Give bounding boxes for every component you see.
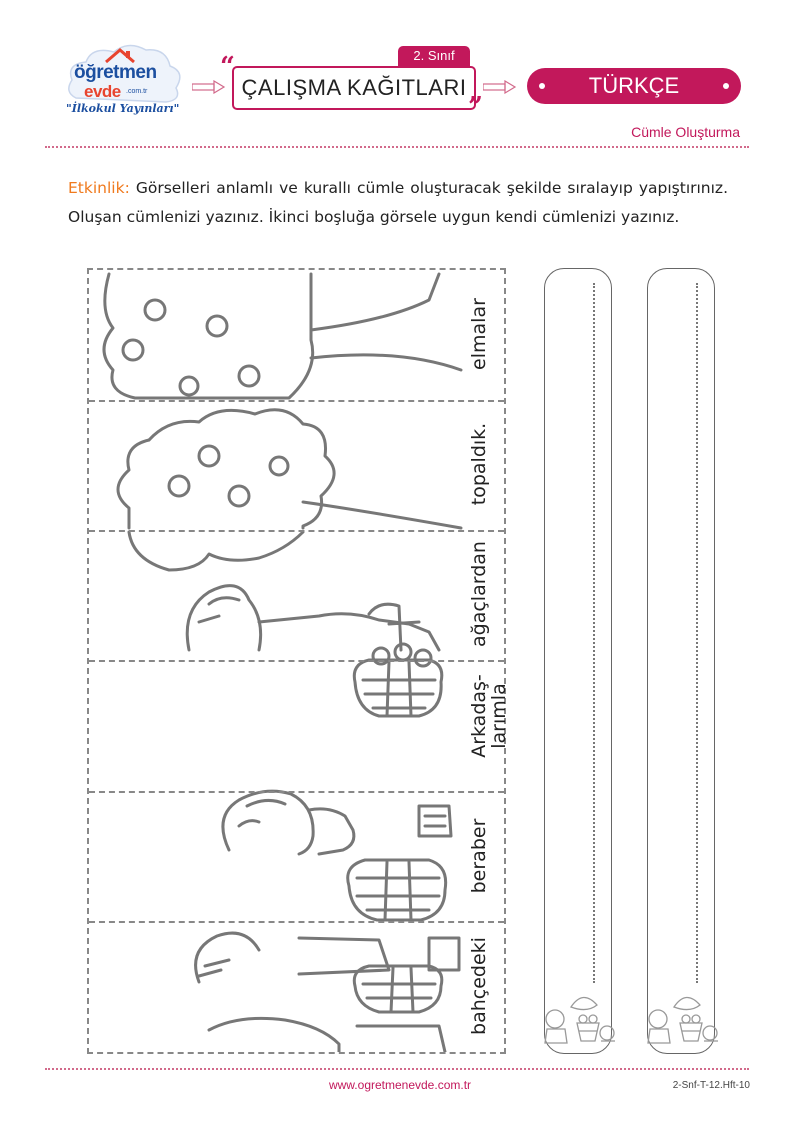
word-card-agaclardan[interactable]: ağaçlardan [468, 541, 490, 647]
arrow-right-icon [192, 80, 226, 94]
topic-label: Cümle Oluşturma [631, 124, 740, 140]
writing-area-2[interactable] [647, 268, 715, 1054]
tree-canopy-2 [149, 410, 334, 528]
tree-canopy-1 [104, 274, 313, 398]
writing-guide-line [696, 283, 698, 983]
grade-badge: 2. Sınıf [398, 46, 470, 66]
logo-domain: .com.tr [126, 88, 148, 95]
basket-3 [354, 966, 442, 1012]
cut-line [89, 660, 504, 662]
close-quote-icon: ” [468, 92, 483, 122]
logo-name-part2: evde [84, 82, 121, 101]
children-basket-icon [634, 983, 724, 1047]
word-card-elmalar[interactable]: elmalar [468, 298, 490, 370]
header-divider [45, 146, 749, 148]
tree-trunk-1 [311, 274, 461, 370]
logo-tagline: "İlkokul Yayınları" [66, 102, 180, 115]
word-card-topaldik[interactable]: topaldık. [468, 422, 490, 506]
publisher-logo [62, 40, 187, 122]
tree-trunk-2 [303, 502, 461, 528]
word-card-bahcedeki[interactable]: bahçedeki [468, 937, 490, 1035]
instruction-paragraph [68, 174, 728, 232]
word-larimla: larımla [488, 683, 510, 749]
child-arm-1 [259, 614, 439, 650]
writing-guide-line [593, 283, 595, 983]
word-arkadas: Arkadaş- [468, 674, 490, 758]
cutout-strip [87, 268, 510, 1054]
subject-pill [527, 68, 741, 104]
activity-label: Etkinlik: [68, 179, 130, 197]
website-link[interactable]: www.ogretmenevde.com.tr [328, 1078, 472, 1092]
pill-dot-icon [539, 83, 545, 89]
pill-dot-icon [723, 83, 729, 89]
children-basket-icon [531, 983, 621, 1047]
word-card-arkadaslarimla[interactable] [469, 650, 509, 782]
cut-line [89, 921, 504, 923]
child-head-1 [187, 586, 260, 650]
cut-line [89, 400, 504, 402]
footer-divider [45, 1068, 749, 1070]
logo-name-part1: öğretmen [74, 62, 157, 83]
worksheet-title: ÇALIŞMA KAĞITLARI [241, 75, 467, 100]
worksheet-code: 2-Snf-T-12.Hft-10 [672, 1080, 750, 1091]
instruction-text: Görselleri anlamlı ve kurallı cümle oluşturacak şekilde sıralayıp yapıştırınız. Oluşan cümlenizi yazınız. İkinci boşluğa görsele uygun kendi cümlenizi yazınız. [68, 179, 728, 226]
arrow-right-icon [483, 80, 517, 94]
worksheet-title-box [232, 66, 476, 110]
open-quote-icon: “ [220, 52, 235, 82]
word-card-beraber[interactable]: beraber [468, 818, 490, 894]
subject-label: TÜRKÇE [588, 73, 680, 98]
writing-area-1[interactable] [544, 268, 612, 1054]
cut-line [89, 791, 504, 793]
cut-line [89, 530, 504, 532]
